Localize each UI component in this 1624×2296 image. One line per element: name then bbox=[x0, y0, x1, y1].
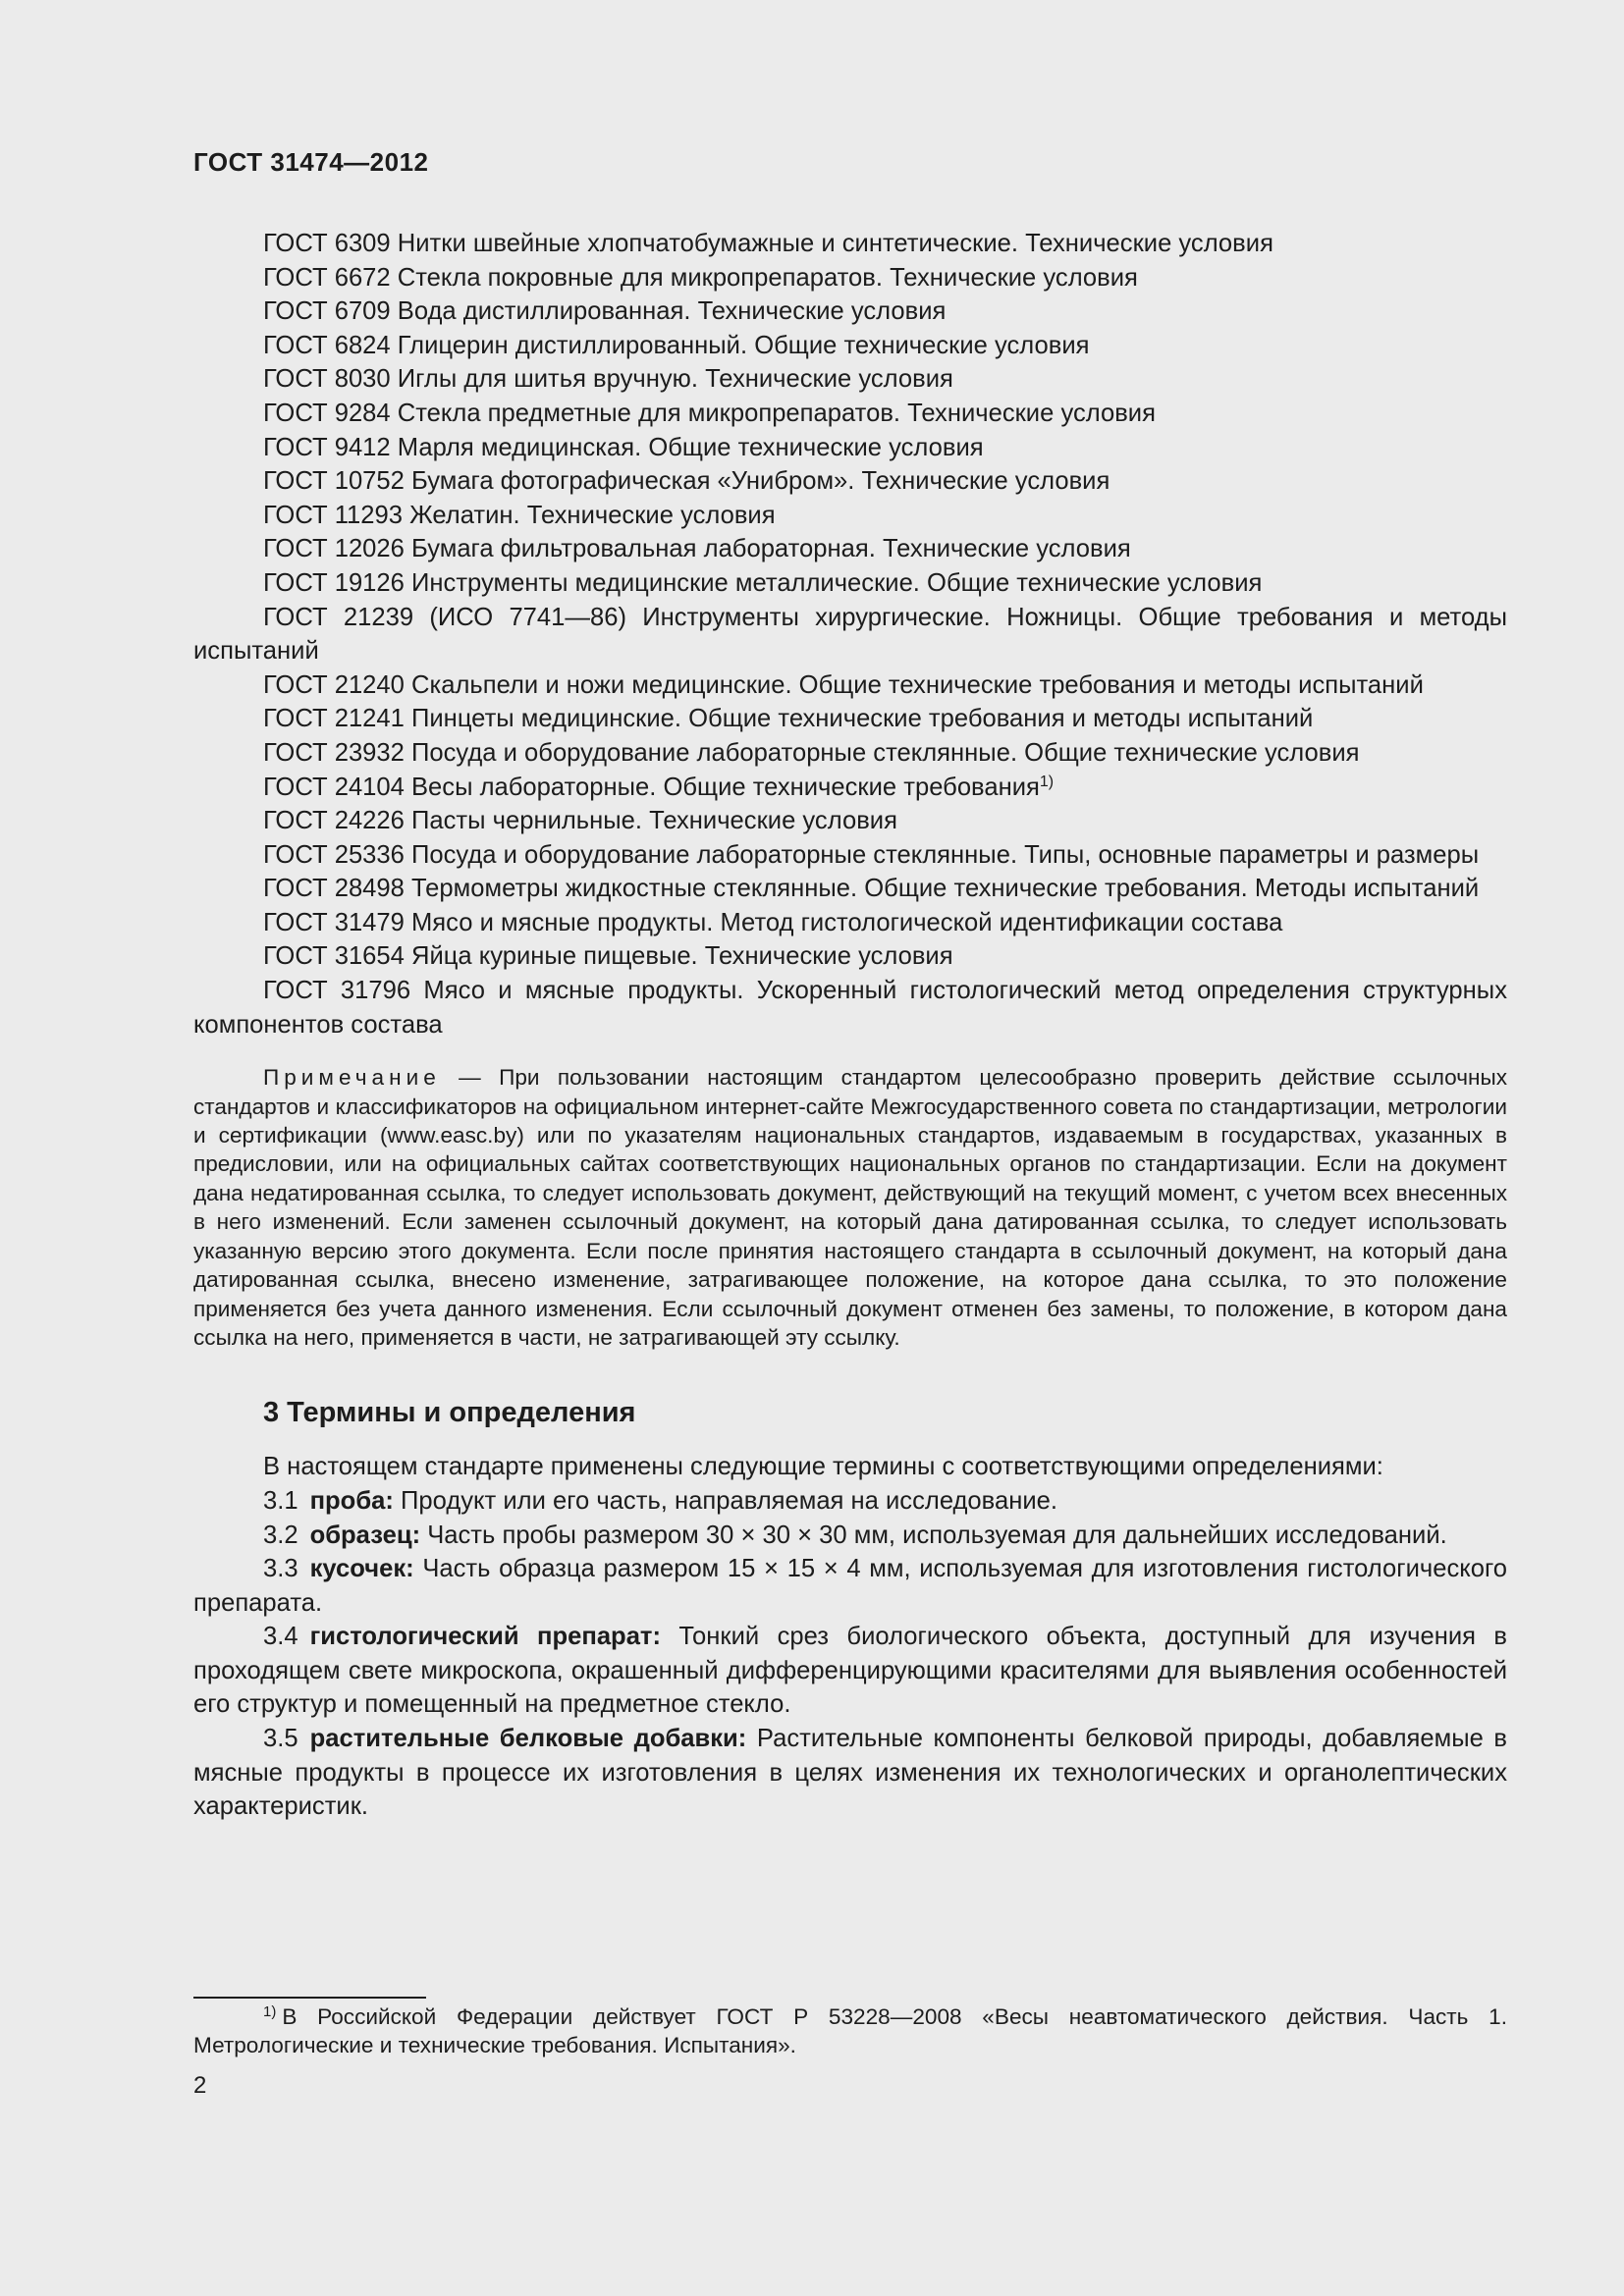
reference-item bbox=[193, 227, 1507, 261]
reference-item bbox=[193, 906, 1507, 940]
term-number: 3.2 bbox=[263, 1521, 298, 1549]
reference-item bbox=[193, 431, 1507, 465]
reference-text: ГОСТ 25336 Посуда и оборудование лабораторные стеклянные. Типы, основные параметры и размеры bbox=[263, 840, 1480, 869]
reference-item bbox=[193, 362, 1507, 397]
reference-text: ГОСТ 19126 Инструменты медицинские металлические. Общие технические условия bbox=[263, 568, 1263, 597]
term-definition bbox=[193, 1620, 1507, 1722]
footnote-divider bbox=[193, 1997, 426, 1999]
footnote-reference-marker: 1) bbox=[1039, 773, 1055, 790]
footnote bbox=[193, 2002, 1507, 2060]
reference-text: ГОСТ 6824 Глицерин дистиллированный. Общие технические условия bbox=[263, 331, 1090, 359]
reference-item bbox=[193, 261, 1507, 295]
term-definition-text: Часть образца размером 15 × 15 × 4 мм, используемая для изготовления гистологического препарата. bbox=[193, 1555, 1507, 1617]
reference-text: ГОСТ 6672 Стекла покровные для микропрепаратов. Технические условия bbox=[263, 263, 1138, 292]
term-name: проба: bbox=[309, 1486, 394, 1515]
reference-item bbox=[193, 771, 1507, 805]
reference-item bbox=[193, 668, 1507, 703]
term-definition-text: Растительные компоненты белковой природы, добавляемые в мясные продукты в процессе их изготовления в целях изменения их технологических и органолептических характеристик. bbox=[193, 1725, 1507, 1821]
reference-text: ГОСТ 9284 Стекла предметные для микропрепаратов. Технические условия bbox=[263, 399, 1156, 427]
reference-text: ГОСТ 31796 Мясо и мясные продукты. Ускоренный гистологический метод определения структурных компонентов состава bbox=[193, 977, 1507, 1039]
reference-text: ГОСТ 21240 Скальпели и ножи медицинские. Общие технические требования и методы испытаний bbox=[263, 670, 1424, 699]
reference-item bbox=[193, 329, 1507, 363]
term-number: 3.4 bbox=[263, 1623, 298, 1651]
section-intro: В настоящем стандарте применены следующие термины с соответствующими определениями: bbox=[263, 1453, 1383, 1481]
reference-item bbox=[193, 397, 1507, 431]
reference-text: ГОСТ 6309 Нитки швейные хлопчатобумажные и синтетические. Технические условия bbox=[263, 230, 1273, 257]
note-dash: — bbox=[440, 1065, 500, 1091]
document-header: ГОСТ 31474—2012 bbox=[193, 147, 429, 177]
term-name: кусочек: bbox=[309, 1555, 414, 1583]
reference-text: ГОСТ 12026 Бумага фильтровальная лабораторная. Технические условия bbox=[263, 535, 1131, 563]
reference-text: ГОСТ 9412 Марля медицинская. Общие технические условия bbox=[263, 433, 984, 461]
terms-list bbox=[193, 1484, 1507, 1824]
reference-text: ГОСТ 21241 Пинцеты медицинские. Общие технические требования и методы испытаний bbox=[263, 705, 1314, 733]
reference-text: ГОСТ 11293 Желатин. Технические условия bbox=[263, 501, 776, 529]
reference-text: ГОСТ 21239 (ИСО 7741—86) Инструменты хирургические. Ножницы. Общие требования и методы испытаний bbox=[193, 603, 1507, 666]
footnote-marker: 1) bbox=[263, 2003, 277, 2020]
reference-item bbox=[193, 294, 1507, 329]
term-number: 3.3 bbox=[263, 1555, 298, 1583]
reference-item bbox=[193, 532, 1507, 566]
reference-text: ГОСТ 28498 Термометры жидкостные стеклянные. Общие технические требования. Методы испытаний bbox=[263, 875, 1480, 903]
term-number: 3.5 bbox=[263, 1725, 298, 1753]
section-title: 3 Термины и определения bbox=[263, 1397, 636, 1429]
note-paragraph bbox=[193, 1063, 1507, 1352]
reference-item bbox=[193, 736, 1507, 771]
term-definition-text: Тонкий срез биологического объекта, доступный для изучения в проходящем свете микроскопа, окрашенный дифференцирующими красителями для выявления особенностей его структур и помещенный на предметное стекло. bbox=[193, 1623, 1507, 1719]
reference-item bbox=[193, 804, 1507, 838]
term-definition-text: Часть пробы размером 30 × 30 × 30 мм, используемая для дальнейших исследований. bbox=[427, 1521, 1447, 1549]
term-name: образец: bbox=[309, 1521, 421, 1549]
reference-text: ГОСТ 8030 Иглы для шитья вручную. Технические условия bbox=[263, 365, 953, 394]
reference-item bbox=[193, 838, 1507, 873]
reference-text: ГОСТ 24226 Пасты чернильные. Технические условия bbox=[263, 807, 897, 835]
reference-item bbox=[193, 702, 1507, 736]
reference-text: ГОСТ 6709 Вода дистиллированная. Технические условия bbox=[263, 297, 947, 326]
note-text: При пользовании настоящим стандартом целесообразно проверить действие ссылочных стандартов и классификаторов на официальном интернет-сайте Межгосударственного совета по стандартизации, метрологии и сертификации (www.easc.by) или по указателям национальных стандартов, издаваемым в государствах, указанных в предисловии, или на официальных сайтах соответствующих национальных органов по стандартизации. Если на документ дана недатированная ссылка, то следует использовать документ, действующий на текущий момент, с учетом всех внесенных в него изменений. Если заменен ссылочный документ, на который дана датированная ссылка, то следует использовать указанную версию этого документа. Если после принятия настоящего стандарта в ссылочный документ, на который дана датированная ссылка, внесено изменение, затрагивающее положение, на которое дана ссылка, то это положение применяется без учета данного изменения. Если ссылочный документ отменен без замены, то положение, в котором дана ссылка на него, применяется в части, не затрагивающей эту ссылку. bbox=[193, 1065, 1507, 1350]
term-definition bbox=[193, 1519, 1507, 1553]
reference-text: ГОСТ 23932 Посуда и оборудование лабораторные стеклянные. Общие технические условия bbox=[263, 738, 1360, 767]
reference-text: ГОСТ 10752 Бумага фотографическая «Унибром». Технические условия bbox=[263, 467, 1110, 496]
normative-references-list bbox=[193, 227, 1507, 1041]
term-name: гистологический препарат: bbox=[309, 1623, 661, 1651]
term-definition bbox=[193, 1484, 1507, 1519]
term-definition bbox=[193, 1552, 1507, 1620]
term-definition bbox=[193, 1722, 1507, 1824]
reference-item bbox=[193, 464, 1507, 499]
note-lead: Примечание bbox=[263, 1065, 441, 1091]
reference-text: ГОСТ 31654 Яйца куриные пищевые. Технические условия bbox=[263, 942, 953, 971]
reference-item bbox=[193, 566, 1507, 601]
document-body bbox=[193, 227, 1507, 1824]
page-number: 2 bbox=[193, 2072, 207, 2099]
reference-item bbox=[193, 974, 1507, 1041]
reference-item bbox=[193, 872, 1507, 906]
reference-item bbox=[193, 601, 1507, 668]
term-number: 3.1 bbox=[263, 1486, 298, 1515]
reference-text: ГОСТ 31479 Мясо и мясные продукты. Метод гистологической идентификации состава bbox=[263, 908, 1283, 936]
term-definition-text: Продукт или его часть, направляемая на исследование. bbox=[401, 1486, 1057, 1515]
reference-item bbox=[193, 939, 1507, 974]
footnote-text: В Российской Федерации действует ГОСТ Р 53228—2008 «Весы неавтоматического действия. Часть 1. Метрологические и технические требования. Испытания». bbox=[193, 2004, 1507, 2058]
reference-text: ГОСТ 24104 Весы лабораторные. Общие технические требования bbox=[263, 773, 1040, 801]
term-name: растительные белковые добавки: bbox=[309, 1725, 747, 1753]
reference-item bbox=[193, 499, 1507, 533]
